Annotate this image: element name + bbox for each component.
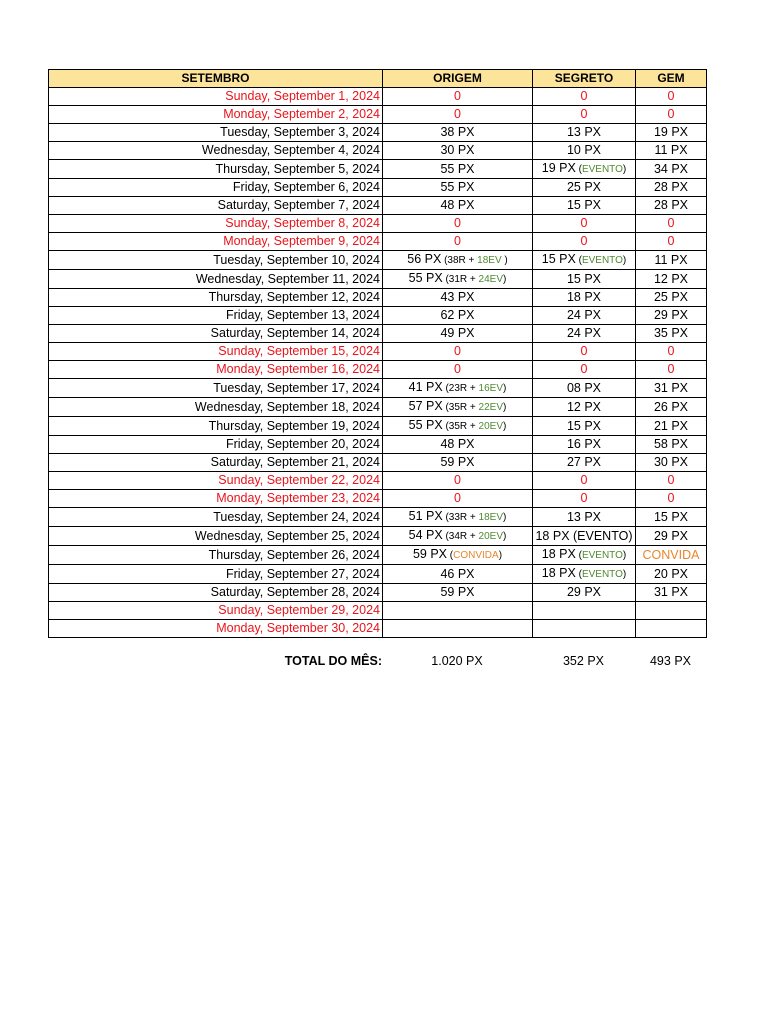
segreto-cell[interactable]	[533, 270, 636, 289]
header-setembro[interactable]: SETEMBRO	[49, 70, 383, 88]
origem-value: 46 PX	[440, 566, 475, 581]
origem-cell[interactable]	[383, 398, 533, 417]
origem-cell[interactable]	[383, 106, 533, 124]
total-segreto[interactable]: 352 PX	[562, 654, 604, 668]
origem-value: 54 PX	[408, 528, 443, 542]
origem-value: 30 PX	[440, 143, 475, 157]
origem-value: 38 PX	[440, 125, 475, 139]
table-row	[49, 379, 707, 398]
table-row	[49, 454, 707, 472]
segreto-value: 18 PX	[566, 290, 602, 304]
segreto-cell[interactable]	[533, 436, 636, 454]
gem-cell[interactable]	[636, 142, 707, 160]
segreto-value: 0	[580, 344, 588, 358]
origem-note: 20EV	[478, 421, 504, 432]
origem-note: )	[503, 402, 507, 413]
origem-value: 62 PX	[440, 308, 475, 322]
segreto-cell[interactable]	[533, 379, 636, 398]
date-cell[interactable]: Wednesday, September 25, 2024	[49, 527, 383, 546]
gem-cell[interactable]	[636, 307, 707, 325]
origem-cell[interactable]	[383, 197, 533, 215]
table-row	[49, 417, 707, 436]
segreto-value: 19 PX	[541, 161, 576, 175]
origem-value: 59 PX	[440, 455, 475, 469]
origem-value: 41 PX	[408, 380, 443, 394]
gem-cell[interactable]	[636, 436, 707, 454]
date-cell[interactable]: Tuesday, September 10, 2024	[49, 251, 383, 270]
segreto-cell[interactable]	[533, 215, 636, 233]
gem-cell[interactable]	[636, 508, 707, 527]
segreto-value: 18 PX	[541, 566, 576, 580]
total-label: TOTAL DO MÊS:	[284, 654, 382, 668]
gem-cell[interactable]	[636, 361, 707, 379]
origem-cell[interactable]	[383, 160, 533, 179]
origem-note: (	[447, 550, 454, 561]
origem-note: )	[503, 383, 507, 394]
segreto-note: (	[575, 550, 582, 561]
origem-cell[interactable]	[383, 417, 533, 436]
gem-cell[interactable]	[636, 584, 707, 602]
origem-cell[interactable]	[383, 490, 533, 508]
table-row	[49, 270, 707, 289]
table-row	[49, 106, 707, 124]
segreto-note: (	[575, 164, 582, 175]
date-cell[interactable]: Friday, September 27, 2024	[49, 565, 383, 584]
gem-value: 12 PX	[653, 271, 689, 286]
origem-value: 55 PX	[440, 161, 475, 176]
date-cell[interactable]: Tuesday, September 17, 2024	[49, 379, 383, 398]
gem-cell[interactable]	[636, 124, 707, 142]
segreto-value: 13 PX	[566, 125, 602, 139]
origem-value: 56 PX	[407, 252, 442, 266]
origem-value: 0	[454, 107, 461, 121]
origem-note: )	[503, 421, 507, 432]
origem-note: )	[498, 550, 503, 561]
origem-value: 0	[454, 473, 461, 487]
origem-cell[interactable]	[383, 215, 533, 233]
origem-value: 0	[454, 491, 461, 505]
segreto-cell[interactable]	[533, 289, 636, 307]
segreto-cell[interactable]	[533, 160, 636, 179]
gem-cell[interactable]	[636, 106, 707, 124]
segreto-note: )	[622, 550, 627, 561]
segreto-value: 18 PX (EVENTO)	[535, 528, 633, 543]
origem-value: 0	[454, 362, 461, 376]
origem-cell[interactable]	[383, 472, 533, 490]
table-row	[49, 584, 707, 602]
segreto-note: EVENTO	[581, 164, 623, 175]
origem-value: 55 PX	[408, 418, 443, 432]
origem-value: 0	[454, 89, 461, 103]
gem-cell[interactable]	[636, 233, 707, 251]
table-row	[49, 197, 707, 215]
table-row	[49, 289, 707, 307]
origem-cell[interactable]	[383, 325, 533, 343]
date-cell[interactable]: Saturday, September 14, 2024	[49, 325, 383, 343]
segreto-value: 15 PX	[566, 418, 602, 433]
origem-value: 48 PX	[440, 198, 475, 212]
origem-cell[interactable]	[383, 454, 533, 472]
schedule-table	[48, 69, 707, 638]
table-row	[49, 215, 707, 233]
date-cell[interactable]: Monday, September 30, 2024	[49, 620, 383, 638]
origem-cell[interactable]	[383, 379, 533, 398]
origem-cell[interactable]	[383, 179, 533, 197]
totals-row	[48, 652, 708, 670]
origem-cell[interactable]	[383, 142, 533, 160]
gem-value: 35 PX	[653, 326, 689, 340]
origem-note: 24EV	[478, 274, 504, 285]
segreto-cell[interactable]	[533, 398, 636, 417]
date-cell[interactable]: Saturday, September 21, 2024	[49, 454, 383, 472]
segreto-value: 15 PX	[566, 198, 602, 212]
gem-cell[interactable]	[636, 325, 707, 343]
origem-cell[interactable]	[383, 436, 533, 454]
gem-cell[interactable]	[636, 602, 707, 620]
gem-cell[interactable]	[636, 546, 707, 565]
table-row	[49, 88, 707, 106]
origem-note: 20EV	[478, 531, 504, 542]
gem-value: 0	[667, 473, 675, 487]
segreto-cell[interactable]	[533, 602, 636, 620]
date-cell[interactable]: Sunday, September 22, 2024	[49, 472, 383, 490]
header-segreto[interactable]: SEGRETO	[533, 70, 636, 88]
segreto-note: EVENTO	[581, 550, 623, 561]
date-cell[interactable]: Thursday, September 5, 2024	[49, 160, 383, 179]
segreto-cell[interactable]	[533, 251, 636, 270]
date-cell[interactable]: Thursday, September 12, 2024	[49, 289, 383, 307]
segreto-note: )	[622, 569, 627, 580]
origem-value: 0	[454, 216, 461, 230]
header-row	[49, 70, 707, 88]
segreto-value: 13 PX	[566, 509, 602, 524]
header-gem[interactable]: GEM	[636, 70, 707, 88]
segreto-cell[interactable]	[533, 490, 636, 508]
table-row	[49, 436, 707, 454]
gem-value: 11 PX	[654, 143, 688, 157]
table-row	[49, 142, 707, 160]
origem-value: 55 PX	[440, 180, 475, 194]
origem-cell[interactable]	[383, 620, 533, 638]
total-origem[interactable]: 1.020 PX	[431, 654, 483, 668]
table-row	[49, 565, 707, 584]
segreto-cell[interactable]	[533, 620, 636, 638]
origem-note: 18EV	[478, 512, 504, 523]
gem-cell[interactable]	[636, 88, 707, 106]
segreto-cell[interactable]	[533, 417, 636, 436]
origem-value: 49 PX	[440, 326, 475, 340]
segreto-value: 18 PX	[541, 547, 576, 561]
segreto-value: 15 PX	[566, 271, 602, 286]
table-row	[49, 508, 707, 527]
gem-value: 31 PX	[653, 585, 689, 599]
gem-value: 30 PX	[653, 455, 689, 469]
segreto-value: 0	[580, 89, 588, 103]
date-cell[interactable]: Friday, September 20, 2024	[49, 436, 383, 454]
segreto-cell[interactable]	[533, 472, 636, 490]
date-cell[interactable]: Saturday, September 7, 2024	[49, 197, 383, 215]
gem-value: 29 PX	[653, 308, 689, 322]
gem-cell[interactable]	[636, 490, 707, 508]
origem-value: 0	[454, 344, 461, 358]
segreto-cell[interactable]	[533, 527, 636, 546]
segreto-value: 0	[580, 362, 588, 376]
origem-note: )	[503, 274, 507, 285]
table-row	[49, 361, 707, 379]
table-row	[49, 546, 707, 565]
gem-value: 58 PX	[653, 437, 689, 451]
gem-cell[interactable]	[636, 343, 707, 361]
gem-cell[interactable]	[636, 565, 707, 584]
table-row	[49, 620, 707, 638]
segreto-cell[interactable]	[533, 325, 636, 343]
segreto-cell[interactable]	[533, 584, 636, 602]
gem-cell[interactable]	[636, 620, 707, 638]
date-cell[interactable]: Tuesday, September 24, 2024	[49, 508, 383, 527]
gem-value: 34 PX	[653, 161, 689, 176]
gem-cell[interactable]	[636, 379, 707, 398]
segreto-cell[interactable]	[533, 233, 636, 251]
segreto-cell[interactable]	[533, 124, 636, 142]
origem-note: (23R +	[442, 383, 479, 394]
origem-value: 51 PX	[408, 509, 443, 523]
table-row	[49, 124, 707, 142]
segreto-value: 16 PX	[566, 437, 602, 451]
gem-cell[interactable]	[636, 527, 707, 546]
origem-cell[interactable]	[383, 546, 533, 565]
origem-note: CONVIDA	[453, 550, 499, 561]
gem-cell[interactable]	[636, 472, 707, 490]
table-row	[49, 490, 707, 508]
segreto-value: 0	[580, 491, 588, 505]
segreto-value: 24 PX	[566, 326, 602, 340]
table-row	[49, 179, 707, 197]
origem-note: (31R +	[442, 274, 479, 285]
gem-value: 29 PX	[653, 528, 689, 543]
segreto-note: (	[575, 569, 582, 580]
origem-cell[interactable]	[383, 527, 533, 546]
origem-note: )	[503, 512, 507, 523]
gem-value: 15 PX	[653, 509, 689, 524]
origem-cell[interactable]	[383, 584, 533, 602]
origem-note: (34R +	[442, 531, 479, 542]
gem-value: 31 PX	[653, 380, 689, 395]
segreto-value: 25 PX	[566, 180, 602, 194]
segreto-value: 12 PX	[566, 399, 602, 414]
gem-value: 28 PX	[653, 180, 689, 194]
origem-value: 43 PX	[440, 290, 475, 304]
origem-value: 57 PX	[408, 399, 443, 413]
gem-cell[interactable]	[636, 417, 707, 436]
date-cell[interactable]: Wednesday, September 4, 2024	[49, 142, 383, 160]
table-row	[49, 472, 707, 490]
origem-cell[interactable]	[383, 343, 533, 361]
origem-cell[interactable]	[383, 361, 533, 379]
gem-value: 25 PX	[653, 290, 689, 304]
table-row	[49, 251, 707, 270]
origem-cell[interactable]	[383, 124, 533, 142]
segreto-value: 0	[580, 216, 588, 230]
origem-note: 22EV	[478, 402, 504, 413]
gem-value: CONVIDA	[642, 547, 700, 562]
origem-value: 59 PX	[412, 547, 448, 561]
gem-value: 0	[667, 107, 675, 121]
date-cell[interactable]: Thursday, September 19, 2024	[49, 417, 383, 436]
date-cell[interactable]: Thursday, September 26, 2024	[49, 546, 383, 565]
date-cell[interactable]: Monday, September 9, 2024	[49, 233, 383, 251]
segreto-note: EVENTO	[581, 569, 623, 580]
origem-value: 59 PX	[440, 585, 475, 599]
origem-note: )	[501, 255, 508, 266]
gem-value: 0	[667, 344, 675, 358]
origem-cell[interactable]	[383, 289, 533, 307]
header-origem[interactable]: ORIGEM	[383, 70, 533, 88]
segreto-cell[interactable]	[533, 565, 636, 584]
date-cell[interactable]: Friday, September 6, 2024	[49, 179, 383, 197]
date-cell[interactable]: Friday, September 13, 2024	[49, 307, 383, 325]
segreto-cell[interactable]	[533, 508, 636, 527]
origem-note: (35R +	[442, 402, 479, 413]
segreto-cell[interactable]	[533, 454, 636, 472]
origem-note: (38R +	[441, 255, 478, 266]
origem-cell[interactable]	[383, 88, 533, 106]
gem-value: 11 PX	[654, 252, 688, 267]
table-row	[49, 325, 707, 343]
segreto-cell[interactable]	[533, 343, 636, 361]
gem-cell[interactable]	[636, 270, 707, 289]
gem-value: 0	[667, 234, 675, 248]
segreto-value: 27 PX	[566, 455, 602, 469]
origem-note: (33R +	[442, 512, 479, 523]
gem-cell[interactable]	[636, 289, 707, 307]
origem-cell[interactable]	[383, 233, 533, 251]
segreto-cell[interactable]	[533, 106, 636, 124]
segreto-value: 24 PX	[566, 308, 602, 322]
origem-cell[interactable]	[383, 602, 533, 620]
origem-cell[interactable]	[383, 565, 533, 584]
gem-cell[interactable]	[636, 454, 707, 472]
gem-cell[interactable]	[636, 160, 707, 179]
gem-value: 26 PX	[653, 399, 689, 414]
date-cell[interactable]: Tuesday, September 3, 2024	[49, 124, 383, 142]
origem-value: 48 PX	[440, 437, 475, 451]
gem-cell[interactable]	[636, 179, 707, 197]
segreto-value: 0	[580, 107, 588, 121]
origem-value: 0	[454, 234, 461, 248]
segreto-cell[interactable]	[533, 361, 636, 379]
table-row	[49, 233, 707, 251]
origem-cell[interactable]	[383, 508, 533, 527]
origem-cell[interactable]	[383, 251, 533, 270]
gem-cell[interactable]	[636, 215, 707, 233]
origem-note: 18EV	[477, 255, 502, 266]
gem-value: 0	[667, 89, 675, 103]
date-cell[interactable]: Sunday, September 15, 2024	[49, 343, 383, 361]
date-cell[interactable]: Wednesday, September 11, 2024	[49, 270, 383, 289]
gem-cell[interactable]	[636, 398, 707, 417]
table-row	[49, 307, 707, 325]
segreto-note: )	[622, 164, 627, 175]
gem-value: 20 PX	[653, 566, 689, 581]
gem-cell[interactable]	[636, 251, 707, 270]
segreto-note: EVENTO	[581, 255, 623, 266]
table-row	[49, 527, 707, 546]
segreto-value: 0	[580, 234, 588, 248]
gem-cell[interactable]	[636, 197, 707, 215]
gem-value: 0	[667, 216, 675, 230]
date-cell[interactable]: Saturday, September 28, 2024	[49, 584, 383, 602]
gem-value: 19 PX	[653, 125, 689, 139]
segreto-value: 15 PX	[541, 252, 576, 266]
segreto-note: (	[575, 255, 582, 266]
gem-value: 21 PX	[653, 418, 689, 433]
origem-cell[interactable]	[383, 270, 533, 289]
segreto-value: 10 PX	[566, 143, 602, 157]
segreto-cell[interactable]	[533, 142, 636, 160]
segreto-value: 08 PX	[566, 380, 602, 395]
date-cell[interactable]: Wednesday, September 18, 2024	[49, 398, 383, 417]
gem-value: 0	[667, 362, 675, 376]
table-row	[49, 343, 707, 361]
segreto-value: 0	[580, 473, 588, 487]
origem-note: 16EV	[478, 383, 504, 394]
segreto-note: )	[622, 255, 627, 266]
segreto-cell[interactable]	[533, 88, 636, 106]
segreto-cell[interactable]	[533, 197, 636, 215]
segreto-value: 29 PX	[566, 585, 602, 599]
gem-value: 0	[667, 491, 675, 505]
date-cell[interactable]: Sunday, September 29, 2024	[49, 602, 383, 620]
origem-note: )	[503, 531, 507, 542]
date-cell[interactable]: Monday, September 23, 2024	[49, 490, 383, 508]
total-gem[interactable]: 493 PX	[649, 654, 691, 668]
origem-cell[interactable]	[383, 307, 533, 325]
date-cell[interactable]: Sunday, September 1, 2024	[49, 88, 383, 106]
gem-value: 28 PX	[653, 198, 689, 212]
segreto-cell[interactable]	[533, 179, 636, 197]
table-row	[49, 160, 707, 179]
segreto-cell[interactable]	[533, 307, 636, 325]
segreto-cell[interactable]	[533, 546, 636, 565]
table-row	[49, 602, 707, 620]
date-cell[interactable]: Monday, September 2, 2024	[49, 106, 383, 124]
origem-note: (35R +	[442, 421, 479, 432]
date-cell[interactable]: Sunday, September 8, 2024	[49, 215, 383, 233]
origem-value: 55 PX	[408, 271, 443, 285]
table-row	[49, 398, 707, 417]
date-cell[interactable]: Monday, September 16, 2024	[49, 361, 383, 379]
